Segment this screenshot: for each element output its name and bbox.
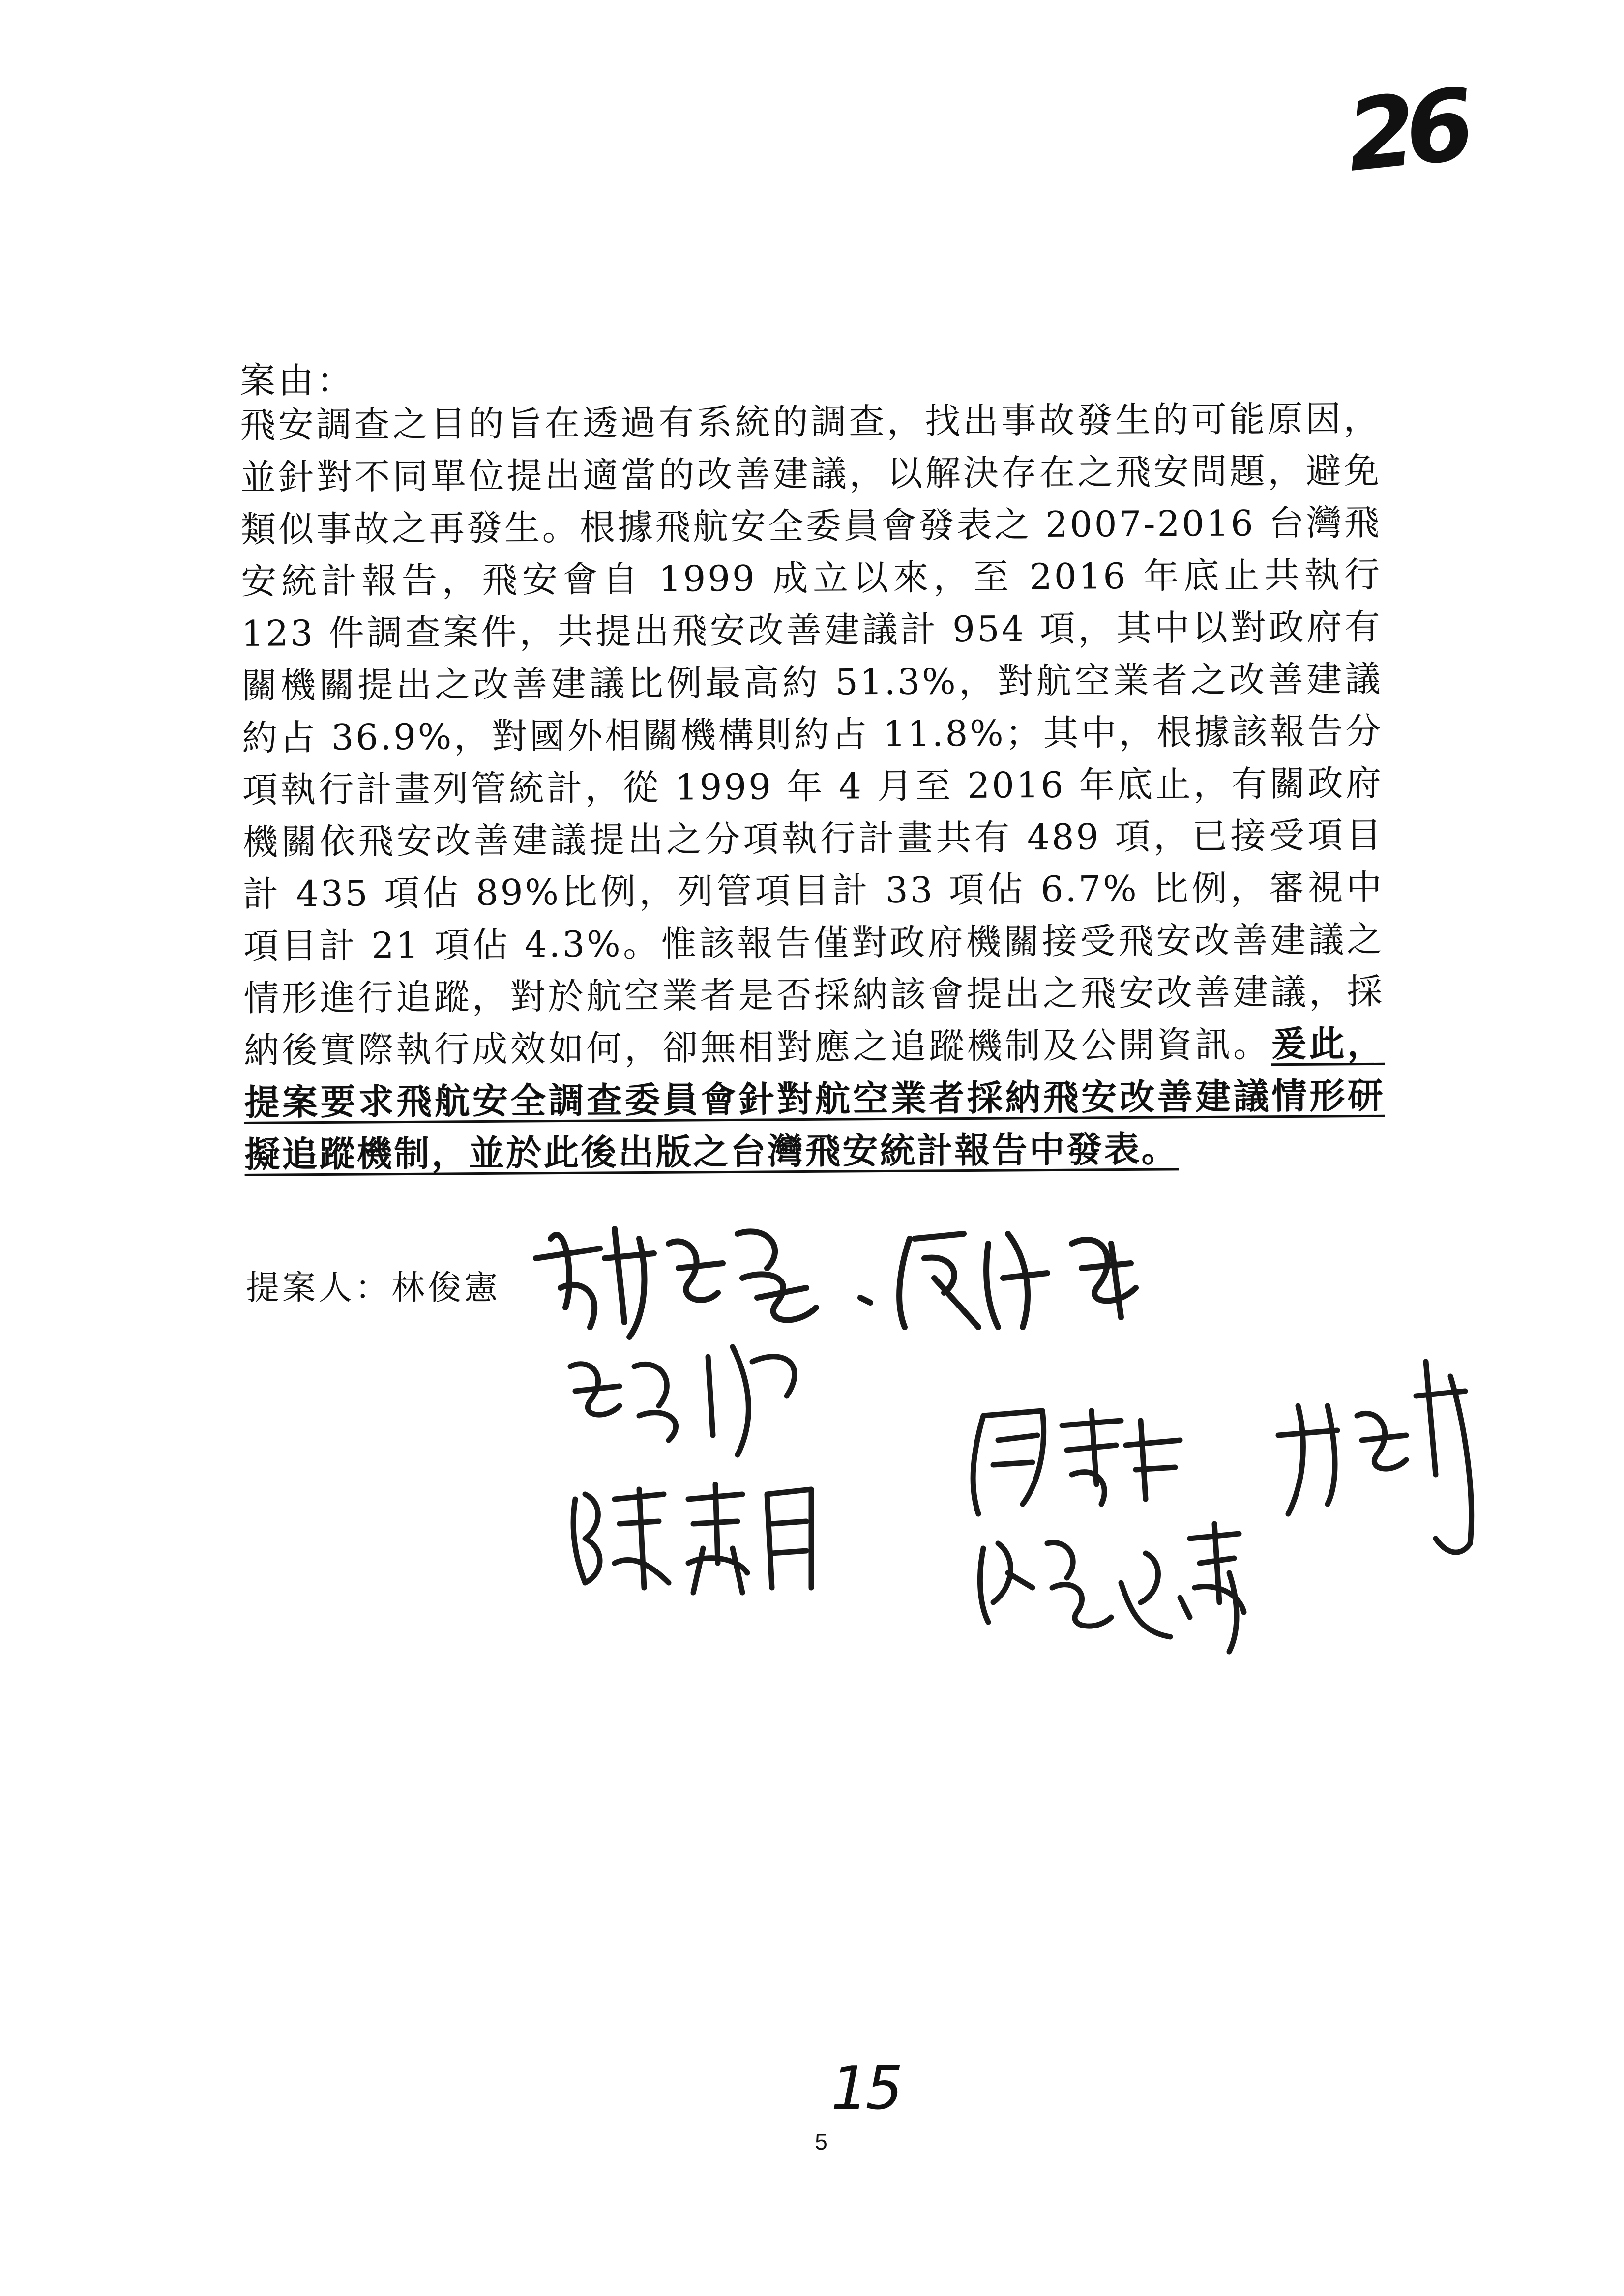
- case-heading: 案由：: [240, 360, 355, 401]
- footer-page-number: 5: [815, 2129, 827, 2154]
- handwritten-page-number-top: 26: [1341, 68, 1470, 194]
- proposer-label: 提案人：林俊憲: [246, 1269, 501, 1308]
- signature-row-1: [536, 1229, 1136, 1337]
- signature-row-3: [573, 1484, 1244, 1652]
- body-paragraph: 飛安調查之目的旨在透過有系統的調查，找出事故發生的可能原因，並針對不同單位提出適當的改善建議，以解決存在之飛安問題，避免類似事故之再發生。根據飛航安全委員會發表之 2007-2016 台灣飛安統計報告，飛安會自 1999 成立以來，至 2016 年底止共執行 123 件調查案件，共提出飛安改善建議計 954 項，其中以對政府有關機關提出之改善建議比例最高約 51.3%，對航空業者之改善建議約占 36.9%，對國外相關機構則約占 11.8%；其中，根據該報告分項執行計畫列管統計，從 1999 年 4 月至 2016 年底止，有關政府機關依飛安改善建議提出之分項執行計畫共有 489 項，已接受項目計 435 項佔 89%比例，列管項目計 33 項佔 6.7% 比例，審視中項目計 21 項佔 4.3%。惟該報告僅對政府機關接受飛安改善建議之情形進行追蹤，對於航空業者是否採納該會提出之飛安改善建議，採納後實際執行成效如何，卻無相對應之追蹤機制及公開資訊。: [240, 397, 1385, 1071]
- handwritten-page-number-bottom: 15: [831, 2055, 900, 2123]
- body-emphasis: 爰此，提案要求飛航安全調查委員會針對航空業者採納飛安改善建議情形研擬追蹤機制，並於此後出版之台灣飛安統計報告中發表。: [244, 1022, 1385, 1175]
